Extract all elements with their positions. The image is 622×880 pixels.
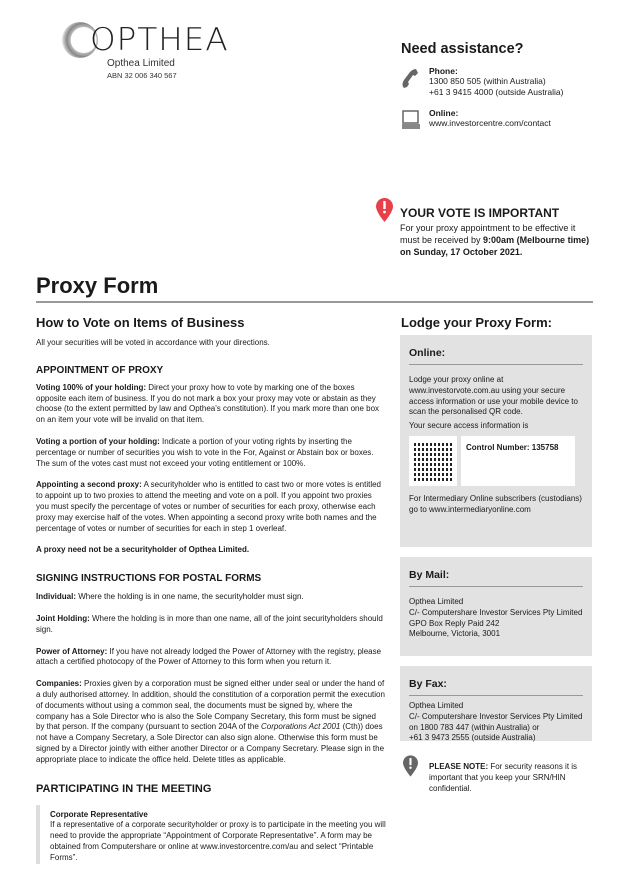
vote-deadline-text: For your proxy appointment to be effective it must be received by 9:00am (Melbourne time) on Sunday, 17 October 2021. <box>400 223 590 257</box>
voting-portion-paragraph: Voting a portion of your holding: Indicate a portion of your voting rights by inserting the percentage or number of securities you wish to vote in the For, Against or Abstain box or boxes. The sum of the votes cast must not exceed your voting entitlement or 100%. <box>36 436 374 468</box>
joint-holding-paragraph: Joint Holding: Where the holding is in more than one name, all of the joint securityholders should sign. <box>36 613 383 634</box>
corporate-rep-text: If a representative of a corporate securityholder or proxy is to participate in the meeting you will need to provide the appropriate “Appointment of Corporate Representative”. A form may be obtained from Computershare or online at www.investorcentre.com/au and select “Printable Forms”. <box>50 820 386 862</box>
mail-line: GPO Box Reply Paid 242 <box>409 618 500 628</box>
laptop-icon <box>401 110 421 135</box>
mail-panel-title: By Mail: <box>409 557 583 587</box>
meeting-heading: PARTICIPATING IN THE MEETING <box>36 782 212 795</box>
how-to-vote-section <box>36 315 386 864</box>
signing-heading: SIGNING INSTRUCTIONS FOR POSTAL FORMS <box>36 573 262 585</box>
security-note: PLEASE NOTE: For security reasons it is important that you keep your SRN/HIN confidential. <box>429 762 578 793</box>
secure-access-label: Your secure access information is <box>409 421 529 431</box>
online-label: Online: <box>429 108 459 118</box>
intermediary-text: For Intermediary Online subscribers (custodians) go to www.intermediaryonline.com <box>409 493 582 514</box>
mail-line: Opthea Limited <box>409 597 464 606</box>
individual-paragraph: Individual: Where the holding is in one name, the securityholder must sign. <box>36 592 304 602</box>
alert-pin-icon <box>376 198 393 227</box>
how-to-vote-heading: How to Vote on Items of Business <box>36 315 245 330</box>
company-abn: ABN 32 006 340 567 <box>107 71 177 80</box>
assistance-title: Need assistance? <box>401 41 524 57</box>
fax-line: +61 3 9473 2555 (outside Australia) <box>409 733 536 743</box>
company-name: Opthea Limited <box>107 58 175 69</box>
corporate-rep-title: Corporate Representative <box>50 809 148 819</box>
phone-within: 1300 850 505 (within Australia) <box>429 76 546 86</box>
intro-text: All your securities will be voted in accordance with your directions. <box>36 338 270 347</box>
lodge-heading: Lodge your Proxy Form: <box>401 315 552 330</box>
fax-line: C/- Computershare Investor Services Pty Limited <box>409 711 583 721</box>
phone-icon <box>400 68 422 95</box>
title-divider <box>36 301 593 303</box>
mail-line: Melbourne, Victoria, 3001 <box>409 629 501 639</box>
online-lodge-panel <box>400 335 592 547</box>
qr-code[interactable] <box>409 436 457 486</box>
vote-important-title: YOUR VOTE IS IMPORTANT <box>400 206 560 220</box>
phone-label: Phone: <box>429 66 458 76</box>
voting-100-paragraph: Voting 100% of your holding: Direct your proxy how to vote by marking one of the boxes opposite each item of business. If you do not mark a box your proxy may vote or abstain as they choose (to the extent permitted by law and Opthea's constitution). If you mark more than one box on an item your vote will be invalid on that item. <box>36 382 380 425</box>
note-pin-icon <box>403 755 418 782</box>
fax-panel-title: By Fax: <box>409 666 583 696</box>
second-proxy-paragraph: Appointing a second proxy: A securityholder who is entitled to cast two or more votes is entitled to appoint up to two proxies to attend the meeting and vote on a poll. If you appoint two proxies you must specify the percentage of votes or number of securities for each proxy, otherwise each proxy may exercise half of the votes. When appointing a second proxy write both names and the percentage of votes or number of securities for each in step 1 overleaf. <box>36 480 382 533</box>
control-number: Control Number: 135758 <box>461 436 575 486</box>
mail-line: C/- Computershare Investor Services Pty Limited <box>409 607 583 617</box>
vote-deadline: 9:00am (Melbourne time) on Sunday, 17 October 2021. <box>400 235 590 257</box>
mail-panel <box>400 557 592 656</box>
proxy-note: A proxy need not be a securityholder of Opthea Limited. <box>36 545 250 555</box>
appointment-heading: APPOINTMENT OF PROXY <box>36 364 164 376</box>
companies-paragraph: Companies: Proxies given by a corporation must be signed either under seal or under the hand of a duly authorised attorney. In addition, should the constitution of a corporation permit the execution of documents without using a common seal, the documents must be signed by, where the company has a Sole Director who is also the Sole Company Secretary, this form must be signed by that person. If the company (pursuant to section 204A of the Corporations Act 2001 (Cth)) does not have a Company Secretary, a Sole Director can also sign alone. Otherwise this form must be signed by a Director jointly with either another Director or a Company Secretary. Please sign in the appropriate place to indicate the office held. Delete titles as applicable. <box>36 679 385 764</box>
fax-line: Opthea Limited <box>409 701 464 710</box>
corporate-representative-box <box>36 805 386 864</box>
online-panel-title: Online: <box>409 335 583 365</box>
page-title: Proxy Form <box>36 273 159 298</box>
contact-url[interactable]: www.investorcentre.com/contact <box>429 118 551 128</box>
phone-outside: +61 3 9415 4000 (outside Australia) <box>429 87 564 97</box>
fax-panel <box>400 666 592 741</box>
fax-line: on 1800 783 447 (within Australia) or <box>409 722 540 732</box>
power-of-attorney-paragraph: Power of Attorney: If you have not already lodged the Power of Attorney with the registry, please attach a certified photocopy of the Power of Attorney to this form when you return it. <box>36 646 382 667</box>
brand-logo-text: OPTHEA <box>90 22 229 58</box>
online-lodge-text: Lodge your proxy online at www.investorvote.com.au using your secure access information or use your mobile device to scan the personalised QR code. <box>409 375 578 417</box>
